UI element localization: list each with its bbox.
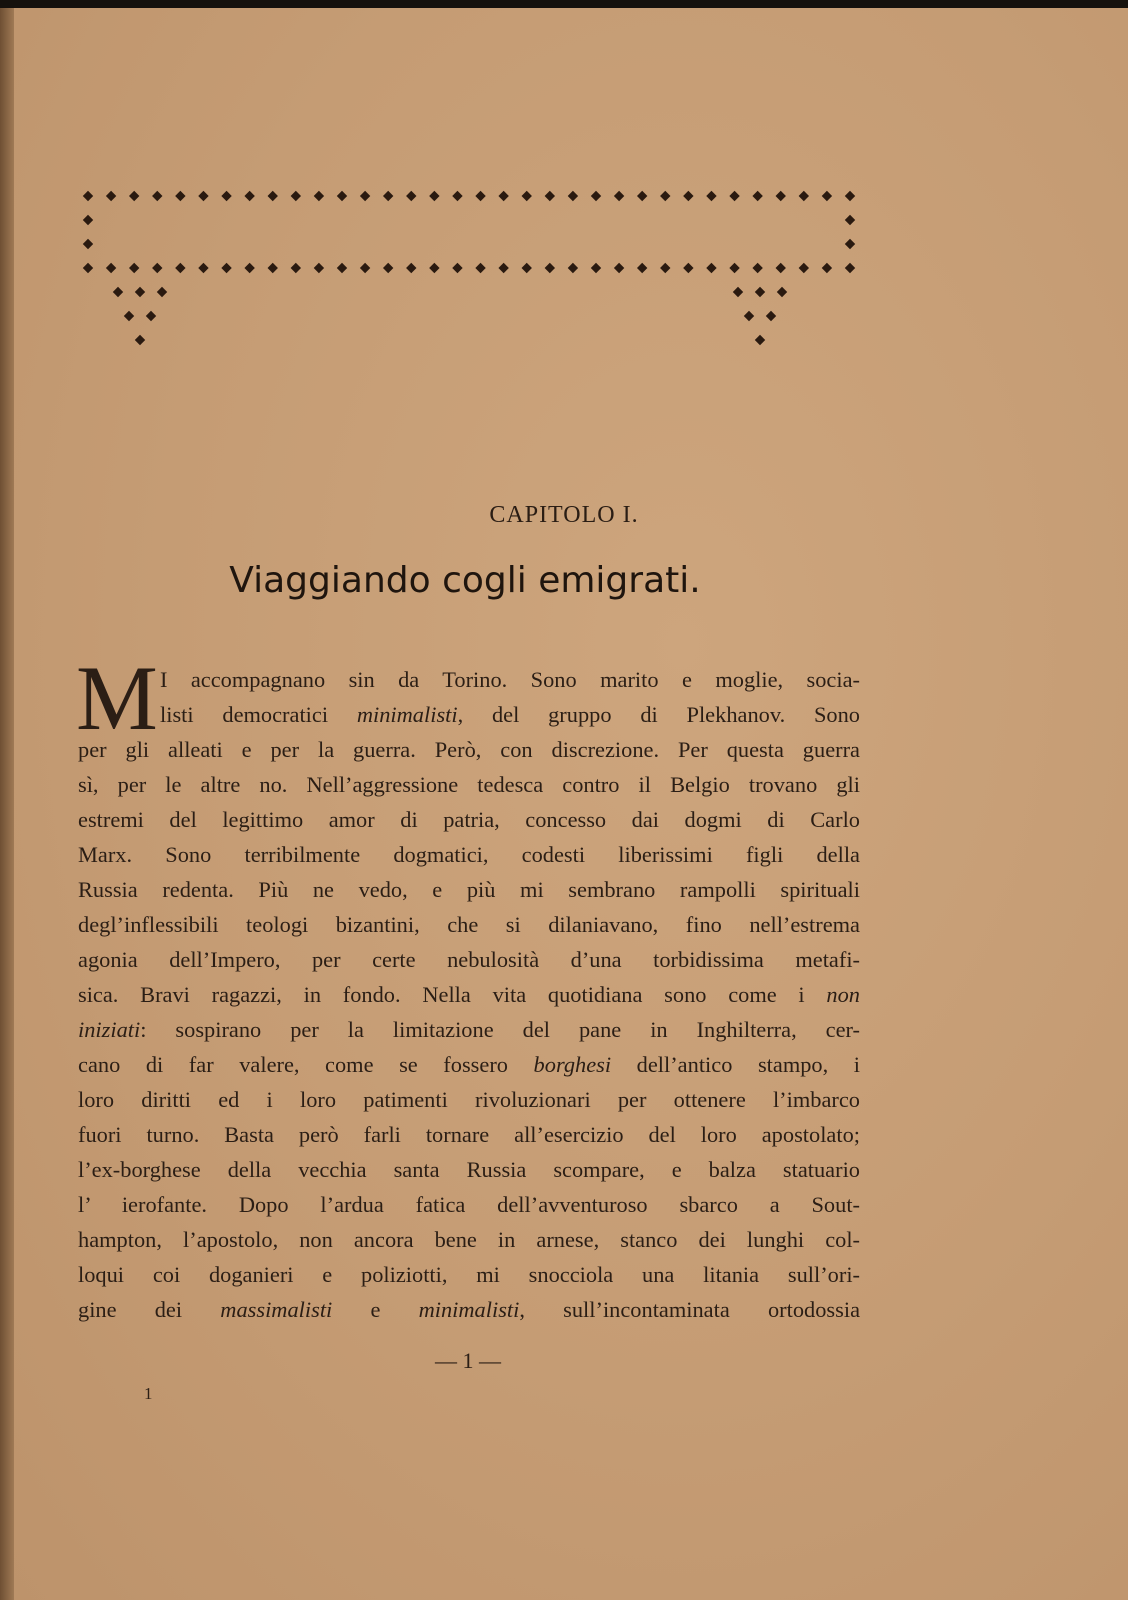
diamond-icon	[591, 191, 601, 201]
diamond-icon	[522, 191, 532, 201]
diamond-icon	[752, 191, 762, 201]
text-run: loqui coi doganieri e poliziotti, mi snocciola una litania sull’ori-	[78, 1262, 860, 1287]
text-run: e	[332, 1297, 419, 1322]
page-number: — 1 —	[435, 1348, 501, 1373]
diamond-icon	[452, 263, 462, 273]
text-run: agonia dell’Impero, per certe nebulosità d’una torbidissima metafi-	[78, 947, 860, 972]
diamond-icon	[822, 263, 832, 273]
text-run: degl’inflessibili teologi bizantini, che si dilaniavano, fino nell’estrema	[78, 912, 860, 937]
diamond-icon	[660, 191, 670, 201]
diamond-icon	[406, 191, 416, 201]
diamond-icon	[135, 335, 145, 345]
text-line	[78, 697, 860, 732]
text-line	[78, 662, 860, 697]
diamond-icon	[637, 191, 647, 201]
diamond-icon	[291, 263, 301, 273]
diamond-icon	[614, 191, 624, 201]
diamond-icon	[129, 263, 139, 273]
italic-text: borghesi	[533, 1052, 612, 1077]
diamond-icon	[129, 191, 139, 201]
diamond-icon	[706, 263, 716, 273]
text-run: l’ ierofante. Dopo l’ardua fatica dell’avventuroso sbarco a Sout-	[78, 1192, 860, 1217]
chapter-title: Viaggiando cogli emigrati.	[229, 560, 701, 601]
diamond-icon	[733, 287, 743, 297]
text-line	[78, 1082, 860, 1117]
italic-text: minimalisti	[356, 702, 458, 727]
text-run: , sull’incontaminata ortodossia	[519, 1297, 861, 1322]
diamond-icon	[452, 191, 462, 201]
diamond-icon	[106, 263, 116, 273]
diamond-icon	[221, 191, 231, 201]
diamond-icon	[755, 287, 765, 297]
diamond-icon	[498, 191, 508, 201]
signature-mark: 1	[144, 1384, 153, 1403]
text-run: , del gruppo di Plekhanov. Sono	[457, 702, 860, 727]
diamond-icon	[845, 239, 855, 249]
chapter-body	[76, 647, 861, 1327]
diamond-icon	[614, 263, 624, 273]
scan-top-border	[0, 0, 1128, 8]
diamond-icon	[291, 191, 301, 201]
diamond-icon	[845, 191, 855, 201]
italic-text: minimalisti	[418, 1297, 520, 1322]
diamond-icon	[568, 191, 578, 201]
text-line	[78, 1257, 860, 1292]
text-run: estremi del legittimo amor di patria, concesso dai dogmi di Carlo	[78, 807, 860, 832]
diamond-icon	[729, 191, 739, 201]
diamond-icon	[498, 263, 508, 273]
text-line	[78, 767, 860, 802]
text-run: listi democratici	[160, 702, 357, 727]
text-run: cano di far valere, come se fossero	[78, 1052, 534, 1077]
text-line	[78, 802, 860, 837]
diamond-icon	[113, 287, 123, 297]
diamond-icon	[776, 191, 786, 201]
text-line	[78, 1292, 860, 1327]
diamond-icon	[383, 191, 393, 201]
text-run: loro diritti ed i loro patimenti rivoluzionari per ottenere l’imbarco	[78, 1087, 860, 1112]
diamond-icon	[83, 191, 93, 201]
drop-cap: M	[76, 647, 158, 749]
diamond-icon	[244, 263, 254, 273]
text-run: l’ex-borghese della vecchia santa Russia scompare, e balza statuario	[78, 1157, 860, 1182]
diamond-icon	[314, 191, 324, 201]
diamond-icon	[706, 191, 716, 201]
diamond-icon	[383, 263, 393, 273]
diamond-icon	[135, 287, 145, 297]
text-run: Marx. Sono terribilmente dogmatici, codesti liberissimi figli della	[78, 842, 860, 867]
text-run: Russia redenta. Più ne vedo, e più mi sembrano rampolli spirituali	[78, 877, 860, 902]
diamond-icon	[360, 191, 370, 201]
diamond-icon	[175, 191, 185, 201]
diamond-icon	[152, 191, 162, 201]
diamond-icon	[522, 263, 532, 273]
diamond-icon	[752, 263, 762, 273]
diamond-icon	[568, 263, 578, 273]
text-line	[78, 1047, 860, 1082]
text-line	[78, 942, 860, 977]
diamond-icon	[660, 263, 670, 273]
diamond-icon	[755, 335, 765, 345]
diamond-icon	[822, 191, 832, 201]
diamond-icon	[429, 263, 439, 273]
diamond-icon	[198, 191, 208, 201]
diamond-icon	[545, 191, 555, 201]
diamond-icon	[360, 263, 370, 273]
diamond-icon	[406, 263, 416, 273]
diamond-icon	[221, 263, 231, 273]
diamond-icon	[244, 191, 254, 201]
text-line	[78, 837, 860, 872]
diamond-icon	[729, 263, 739, 273]
diamond-icon	[314, 263, 324, 273]
chapter-label: CAPITOLO I.	[489, 502, 639, 528]
diamond-ornament-icon	[78, 176, 860, 356]
diamond-icon	[83, 215, 93, 225]
diamond-icon	[83, 263, 93, 273]
body-lines	[78, 662, 860, 1327]
diamond-icon	[268, 263, 278, 273]
italic-text: iniziati	[78, 1017, 141, 1042]
diamond-icon	[124, 311, 134, 321]
text-line	[78, 907, 860, 942]
diamond-icon	[744, 311, 754, 321]
text-run: dell’antico stampo, i	[611, 1052, 861, 1077]
text-run: per gli alleati e per la guerra. Però, con discrezione. Per questa guerra	[78, 737, 860, 762]
diamond-icon	[545, 263, 555, 273]
diamond-icon	[799, 263, 809, 273]
text-line	[78, 1012, 860, 1047]
diamond-icon	[777, 287, 787, 297]
text-line	[78, 1152, 860, 1187]
diamond-icon	[337, 263, 347, 273]
diamond-icon	[146, 311, 156, 321]
text-run: hampton, l’apostolo, non ancora bene in arnese, stanco dei lunghi col-	[78, 1227, 860, 1252]
italic-text: non	[826, 982, 860, 1007]
diamond-icon	[637, 263, 647, 273]
text-line	[78, 872, 860, 907]
diamond-icon	[268, 191, 278, 201]
diamond-icon	[799, 191, 809, 201]
text-run: sì, per le altre no. Nell’aggressione tedesca contro il Belgio trovano gli	[78, 772, 860, 797]
text-run: fuori turno. Basta però farli tornare all’esercizio del loro apostolato;	[78, 1122, 860, 1147]
text-run: I accompagnano sin da Torino. Sono marito e moglie, socia-	[160, 667, 860, 692]
diamond-icon	[475, 263, 485, 273]
diamond-icon	[157, 287, 167, 297]
diamond-icon	[845, 215, 855, 225]
text-line	[78, 1222, 860, 1257]
text-run: gine dei	[78, 1297, 221, 1322]
diamond-icon	[776, 263, 786, 273]
diamond-icon	[152, 263, 162, 273]
text-run: : sospirano per la limitazione del pane in Inghilterra, cer-	[140, 1017, 860, 1042]
diamond-icon	[106, 191, 116, 201]
diamond-icon	[429, 191, 439, 201]
text-run: sica. Bravi ragazzi, in fondo. Nella vita quotidiana sono come i	[78, 982, 827, 1007]
diamond-icon	[591, 263, 601, 273]
diamond-icon	[845, 263, 855, 273]
text-line	[78, 1117, 860, 1152]
diamond-icon	[766, 311, 776, 321]
diamond-icon	[475, 191, 485, 201]
diamond-icon	[83, 239, 93, 249]
italic-text: massimalisti	[220, 1297, 333, 1322]
diamond-icon	[683, 263, 693, 273]
diamond-icon	[337, 191, 347, 201]
text-line	[78, 1187, 860, 1222]
diamond-icon	[198, 263, 208, 273]
diamond-icon	[175, 263, 185, 273]
text-line	[78, 977, 860, 1012]
text-line	[78, 732, 860, 767]
diamond-icon	[683, 191, 693, 201]
